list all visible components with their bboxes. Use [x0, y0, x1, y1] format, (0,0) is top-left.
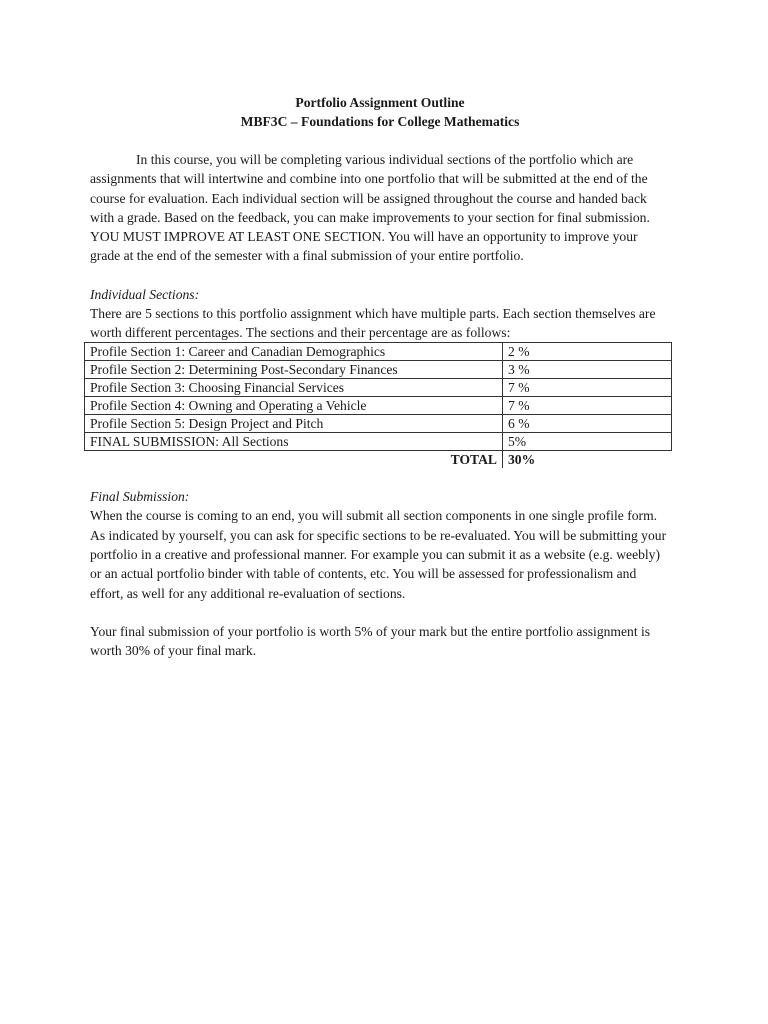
table-row: [85, 361, 672, 379]
table-row: [85, 343, 672, 361]
section-name-cell: Profile Section 2: Determining Post-Secondary Finances: [85, 361, 503, 379]
section-percent-cell: 7 %: [503, 397, 672, 415]
section-name-cell: Profile Section 5: Design Project and Pitch: [85, 415, 503, 433]
total-label: TOTAL: [85, 451, 503, 469]
document-title: Portfolio Assignment Outline: [295, 95, 465, 110]
document-subtitle: MBF3C – Foundations for College Mathematics: [240, 114, 520, 129]
section-percent-cell: 2 %: [503, 343, 672, 361]
section-name-cell: FINAL SUBMISSION: All Sections: [85, 433, 503, 451]
section-name-cell: Profile Section 4: Owning and Operating a Vehicle: [85, 397, 503, 415]
table-row: [85, 415, 672, 433]
document-page: [90, 93, 670, 660]
section-percent-cell: 6 %: [503, 415, 672, 433]
final-submission-text: When the course is coming to an end, you will submit all section components in one single profile form. As indicated by yourself, you can ask for specific sections to be re-evaluated. You will be submitting your portfolio in a creative and professional manner. For example you can submit it as a website (e.g. weebly) or an actual portfolio binder with table of contents, etc. You will be assessed for professionalism and effort, as well for any additional re-evaluation of sections.: [90, 508, 667, 601]
table-row: [85, 433, 672, 451]
table-row: [85, 397, 672, 415]
final-submission-heading: Final Submission:: [90, 489, 190, 505]
section-percent-cell: 3 %: [503, 361, 672, 379]
table-row: [85, 379, 672, 397]
sections-table: [84, 342, 672, 468]
section-percent-cell: 5%: [503, 433, 672, 451]
section-name-cell: Profile Section 3: Choosing Financial Services: [85, 379, 503, 397]
intro-paragraph: In this course, you will be completing various individual sections of the portfolio which are assignments that will intertwine and combine into one portfolio that will be submitted at the end of the course for evaluation. Each individual section will be assigned throughout the course and handed back with a grade. Based on the feedback, you can make improvements to your section for final submission. YOU MUST IMPROVE AT LEAST ONE SECTION. You will have an opportunity to improve your grade at the end of the semester with a final submission of your entire portfolio.: [90, 152, 650, 264]
individual-sections-heading: Individual Sections:: [90, 286, 200, 302]
individual-sections-text: There are 5 sections to this portfolio assignment which have multiple parts. Each section themselves are worth different percentages. The sections and their percentage are as follows:: [90, 305, 656, 341]
total-value: 30%: [503, 451, 672, 469]
section-percent-cell: 7 %: [503, 379, 672, 397]
closing-paragraph: Your final submission of your portfolio is worth 5% of your mark but the entire portfolio assignment is worth 30% of your final mark.: [90, 623, 651, 659]
section-name-cell: Profile Section 1: Career and Canadian Demographics: [85, 343, 503, 361]
total-row: [85, 451, 672, 469]
